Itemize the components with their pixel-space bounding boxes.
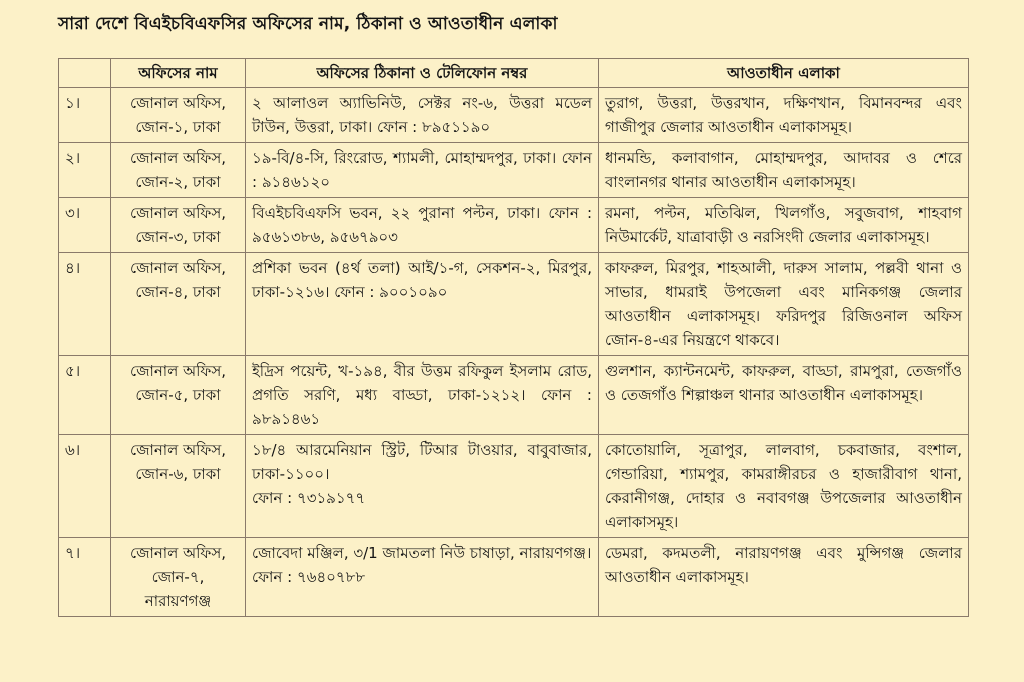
- office-name-line: জোনাল অফিস,: [129, 204, 227, 222]
- office-name-line: জোনাল অফিস,: [129, 362, 227, 380]
- office-name-line: জোন-৬, ঢাকা: [135, 465, 221, 483]
- serial-cell: ৭।: [59, 538, 111, 617]
- office-name-line: জোন-১, ঢাকা: [135, 118, 221, 136]
- office-name-header: অফিসের নাম: [111, 59, 246, 88]
- office-name-line: জোনাল অফিস,: [129, 94, 227, 112]
- table-row: [59, 198, 969, 253]
- phone-line: ফোন : ৭৬৪০৭৮৮: [252, 568, 366, 586]
- serial-cell: ২।: [59, 143, 111, 198]
- serial-cell: ৩।: [59, 198, 111, 253]
- office-name-cell: [111, 253, 246, 356]
- address-cell: [246, 435, 599, 538]
- office-name-cell: [111, 143, 246, 198]
- jurisdiction-cell: ধানমন্ডি, কলাবাগান, মোহাম্মদপুর, আদাবর ও শেরে বাংলানগর থানার আওতাধীন এলাকাসমূহ।: [599, 143, 969, 198]
- office-name-line: জোনাল অফিস,: [129, 259, 227, 277]
- table-row: [59, 253, 969, 356]
- address-cell: প্রশিকা ভবন (৪র্থ তলা) আই/১-গ, সেকশন-২, মিরপুর, ঢাকা-১২১৬। ফোন : ৯০০১০৯০: [246, 253, 599, 356]
- address-cell: ইদ্রিস পয়েন্ট, খ-১৯৪, বীর উত্তম রফিকুল ইসলাম রোড, প্রগতি সরণি, মধ্য বাড্ডা, ঢাকা-১২১২। ফোন : ৯৮৯১৪৬১: [246, 356, 599, 435]
- jurisdiction-cell: ডেমরা, কদমতলী, নারায়ণগঞ্জ এবং মুন্সিগঞ্জ জেলার আওতাধীন এলাকাসমূহ।: [599, 538, 969, 617]
- table-row: [59, 143, 969, 198]
- jurisdiction-cell: কাফরুল, মিরপুর, শাহআলী, দারুস সালাম, পল্লবী থানা ও সাভার, ধামরাই উপজেলা এবং মানিকগঞ্জ জেলার আওতাধীন এলাকাসমূহ। ফরিদপুর রিজিওনাল অফিস জোন-৪-এর নিয়ন্ত্রণে থাকবে।: [599, 253, 969, 356]
- document-title: সারা দেশে বিএইচবিএফসির অফিসের নাম, ঠিকানা ও আওতাধীন এলাকা: [58, 14, 558, 34]
- office-name-cell: [111, 88, 246, 143]
- office-name-line: জোনাল অফিস,: [129, 149, 227, 167]
- office-name-line: নারায়ণগঞ্জ: [144, 592, 212, 610]
- jurisdiction-cell: কোতোয়ালি, সূত্রাপুর, লালবাগ, চকবাজার, বংশাল, গেন্ডারিয়া, শ্যামপুর, কামরাঙ্গীরচর ও হাজারীবাগ থানা, কেরানীগঞ্জ, দোহার ও নবাবগঞ্জ উপজেলার আওতাধীন এলাকাসমূহ।: [599, 435, 969, 538]
- serial-cell: ৪।: [59, 253, 111, 356]
- office-name-line: জোন-৫, ঢাকা: [135, 386, 221, 404]
- jurisdiction-cell: গুলশান, ক্যান্টনমেন্ট, কাফরুল, বাড্ডা, রামপুরা, তেজগাঁও ও তেজগাঁও শিল্পাঞ্চল থানার আওতাধীন এলাকাসমূহ।: [599, 356, 969, 435]
- address-cell: ১৯-বি/৪-সি, রিংরোড, শ্যামলী, মোহাম্মদপুর, ঢাকা। ফোন : ৯১৪৬১২০: [246, 143, 599, 198]
- office-name-line: জোনাল অফিস,: [129, 544, 227, 562]
- serial-cell: ৫।: [59, 356, 111, 435]
- serial-cell: ১।: [59, 88, 111, 143]
- office-name-cell: [111, 435, 246, 538]
- office-name-line: জোন-৭,: [151, 568, 205, 586]
- office-name-line: জোন-৪, ঢাকা: [135, 283, 221, 301]
- office-name-cell: [111, 198, 246, 253]
- address-cell: ২ আলাওল অ্যাভিনিউ, সেক্টর নং-৬, উত্তরা মডেল টাউন, উত্তরা, ঢাকা। ফোন : ৮৯৫১১৯০: [246, 88, 599, 143]
- table-row: [59, 435, 969, 538]
- phone-line: ফোন : ৭৩১৯১৭৭: [252, 489, 366, 507]
- serial-header: [59, 59, 111, 88]
- address-line: জোবেদা মঞ্জিল, ৩/1 জামতলা নিউ চাষাড়া, নারায়ণগঞ্জ।: [252, 544, 592, 562]
- office-name-line: জোন-২, ঢাকা: [135, 173, 221, 191]
- table-row: [59, 88, 969, 143]
- office-name-cell: [111, 538, 246, 617]
- offices-table: [58, 58, 969, 617]
- office-name-line: জোন-৩, ঢাকা: [135, 228, 221, 246]
- office-name-cell: [111, 356, 246, 435]
- table-row: [59, 356, 969, 435]
- address-cell: বিএইচবিএফসি ভবন, ২২ পুরানা পল্টন, ঢাকা। ফোন : ৯৫৬১৩৮৬, ৯৫৬৭৯০৩: [246, 198, 599, 253]
- table-header-row: [59, 59, 969, 88]
- jurisdiction-cell: রমনা, পল্টন, মতিঝিল, খিলগাঁও, সবুজবাগ, শাহবাগ নিউমার্কেট, যাত্রাবাড়ী ও নরসিংদী জেলার এলাকাসমূহ।: [599, 198, 969, 253]
- address-phone-header: অফিসের ঠিকানা ও টেলিফোন নম্বর: [246, 59, 599, 88]
- jurisdiction-cell: তুরাগ, উত্তরা, উত্তরখান, দক্ষিণখান, বিমানবন্দর এবং গাজীপুর জেলার আওতাধীন এলাকাসমূহ।: [599, 88, 969, 143]
- jurisdiction-header: আওতাধীন এলাকা: [599, 59, 969, 88]
- office-name-line: জোনাল অফিস,: [129, 441, 227, 459]
- serial-cell: ৬।: [59, 435, 111, 538]
- address-cell: [246, 538, 599, 617]
- address-line: ১৮/৪ আরমেনিয়ান স্ট্রিট, টিআর টাওয়ার, বাবুবাজার, ঢাকা-১১০০।: [252, 441, 592, 483]
- table-row: [59, 538, 969, 617]
